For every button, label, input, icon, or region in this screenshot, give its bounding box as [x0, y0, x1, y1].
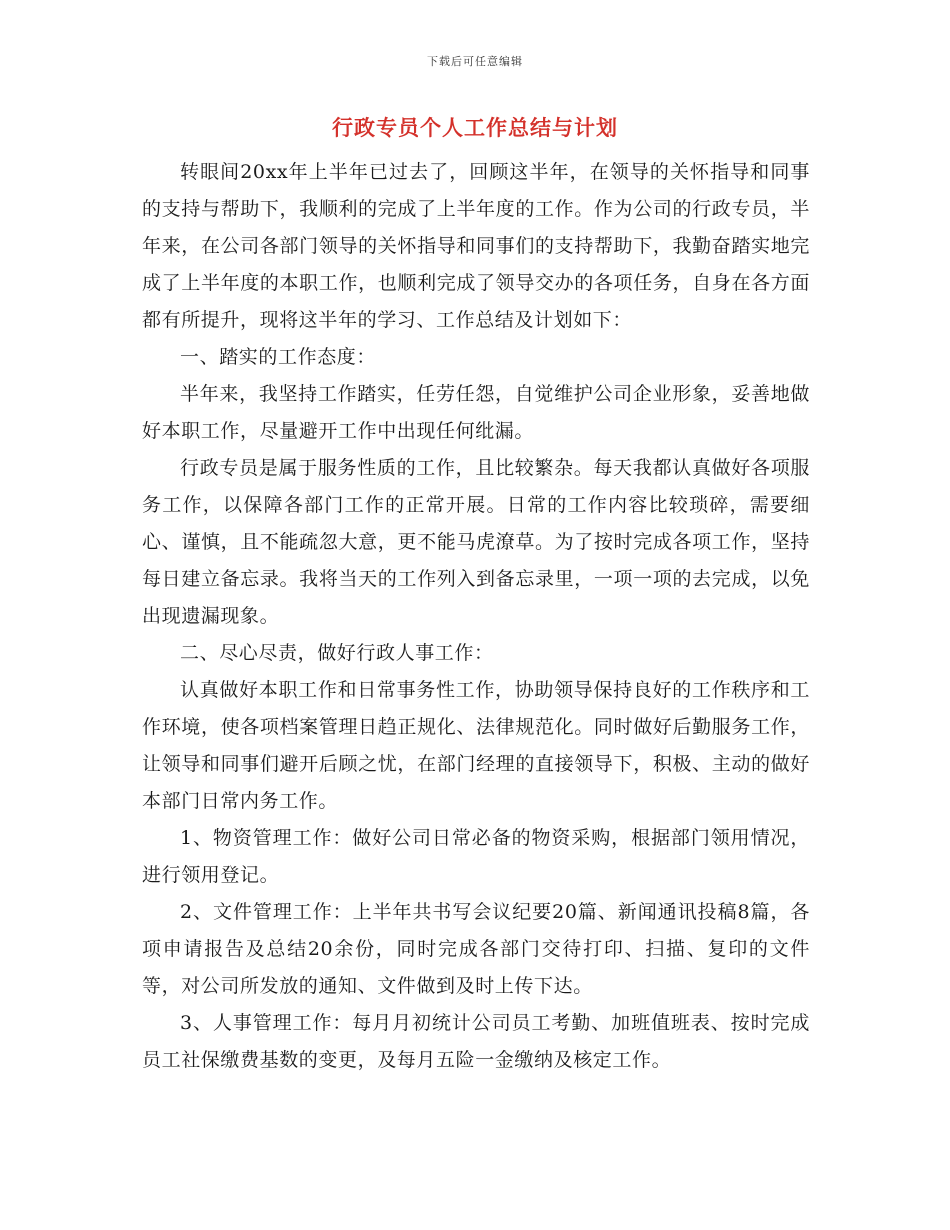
list-item: 1、物资管理工作：做好公司日常必备的物资采购，根据部门领用情况，进行领用登记。 — [142, 827, 810, 886]
section-heading-1: 一、踏实的工作态度： — [180, 346, 377, 368]
list-item: 2、文件管理工作：上半年共书写会议纪要20篇、新闻通讯投稿8篇，各项申请报告及总结20余份，同时完成各部门交待打印、扫描、复印的文件等，对公司所发放的通知、文件做到及时上传下达。 — [142, 901, 810, 997]
paragraph: 行政专员是属于服务性质的工作，且比较繁杂。每天我都认真做好各项服务工作，以保障各部门工作的正常开展。日常的工作内容比较琐碎，需要细心、谨慎，且不能疏忽大意，更不能马虎潦草。为了按时完成各项工作，坚持每日建立备忘录。我将当天的工作列入到备忘录里，一项一项的去完成，以免出现遗漏现象。 — [142, 457, 810, 627]
header-note: 下载后可任意编辑 — [427, 55, 523, 68]
document-body — [142, 154, 810, 1079]
paragraph-intro: 转眼间20xx年上半年已过去了，回顾这半年，在领导的关怀指导和同事的支持与帮助下，我顺利的完成了上半年度的工作。作为公司的行政专员，半年来，在公司各部门领导的关怀指导和同事们的支持帮助下，我勤奋踏实地完成了上半年度的本职工作，也顺利完成了领导交办的各项任务，自身在各方面都有所提升，现将这半年的学习、工作总结及计划如下： — [142, 161, 810, 331]
document-title: 行政专员个人工作总结与计划 — [332, 115, 618, 140]
list-item: 3、人事管理工作：每月月初统计公司员工考勤、加班值班表、按时完成员工社保缴费基数的变更，及每月五险一金缴纳及核定工作。 — [142, 1012, 810, 1071]
section-heading-2: 二、尽心尽责，做好行政人事工作： — [180, 642, 494, 664]
paragraph: 半年来，我坚持工作踏实，任劳任怨，自觉维护公司企业形象，妥善地做好本职工作，尽量避开工作中出现任何纰漏。 — [142, 383, 810, 442]
paragraph: 认真做好本职工作和日常事务性工作，协助领导保持良好的工作秩序和工作环境，使各项档案管理日趋正规化、法律规范化。同时做好后勤服务工作，让领导和同事们避开后顾之忧，在部门经理的直接领导下，积极、主动的做好本部门日常内务工作。 — [142, 679, 810, 812]
